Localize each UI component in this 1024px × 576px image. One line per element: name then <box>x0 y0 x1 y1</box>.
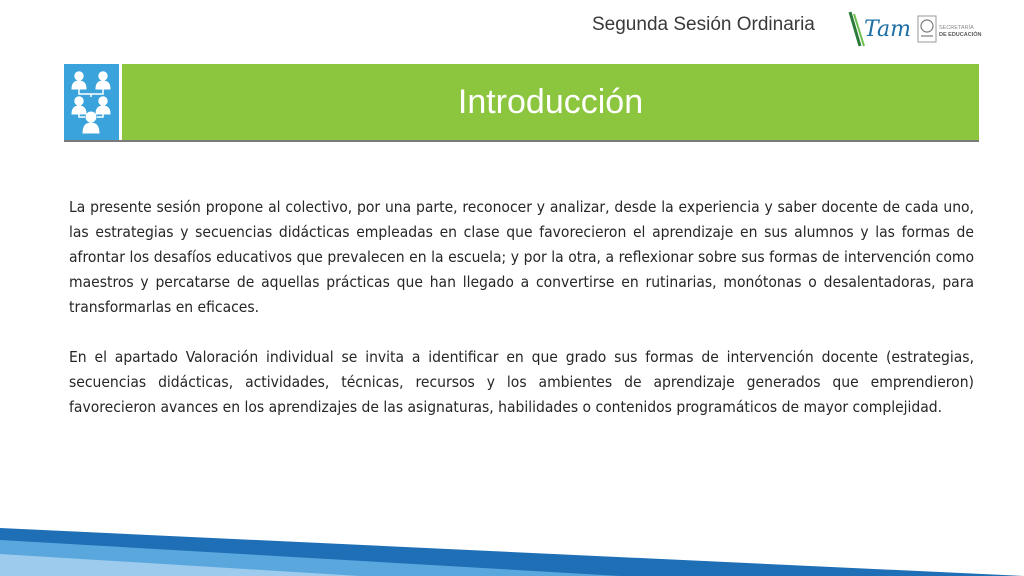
tam-logo <box>850 12 911 46</box>
seal-icon <box>918 16 936 42</box>
bottom-decoration <box>0 520 1024 576</box>
slide-title: Introducción <box>457 83 644 121</box>
svg-text:SECRETARÍA: SECRETARÍA <box>939 25 974 31</box>
title-bar <box>64 64 979 142</box>
body-text <box>69 195 974 445</box>
body-paragraph-2: En el apartado Valoración individual se invita a identificar en que grado sus formas de intervención docente (estrategias, secuencias didácticas, actividades, técnicas, recursos y los ambientes de aprendizaje generados que emprendieron) favorecieron avances en los aprendizajes de las asignaturas, habilidades o contenidos programáticos de mayor complejidad. <box>69 348 974 416</box>
people-hierarchy-icon <box>64 64 119 140</box>
secretaria-logo <box>939 24 982 38</box>
svg-text:Tam: Tam <box>864 17 911 42</box>
session-title: Segunda Sesión Ordinaria <box>592 14 815 35</box>
title-icon-box <box>64 64 119 140</box>
svg-text:DE EDUCACIÓN: DE EDUCACIÓN <box>939 32 982 38</box>
body-paragraph-1: La presente sesión propone al colectivo, por una parte, reconocer y analizar, desde la experiencia y saber docente de cada uno, las estrategias y secuencias didácticas empleadas en clase que favorecieron el aprendizaje en sus alumnos y las formas de afrontar los desafíos educativos que prevalecen en la escuela; y por la otra, a reflexionar sobre sus formas de intervención como maestros y percatarse de aquellas prácticas que han llegado a convertirse en rutinarias, monótonas o desalentadoras, para transformarlas en eficaces. <box>69 198 974 316</box>
logos <box>846 10 986 50</box>
